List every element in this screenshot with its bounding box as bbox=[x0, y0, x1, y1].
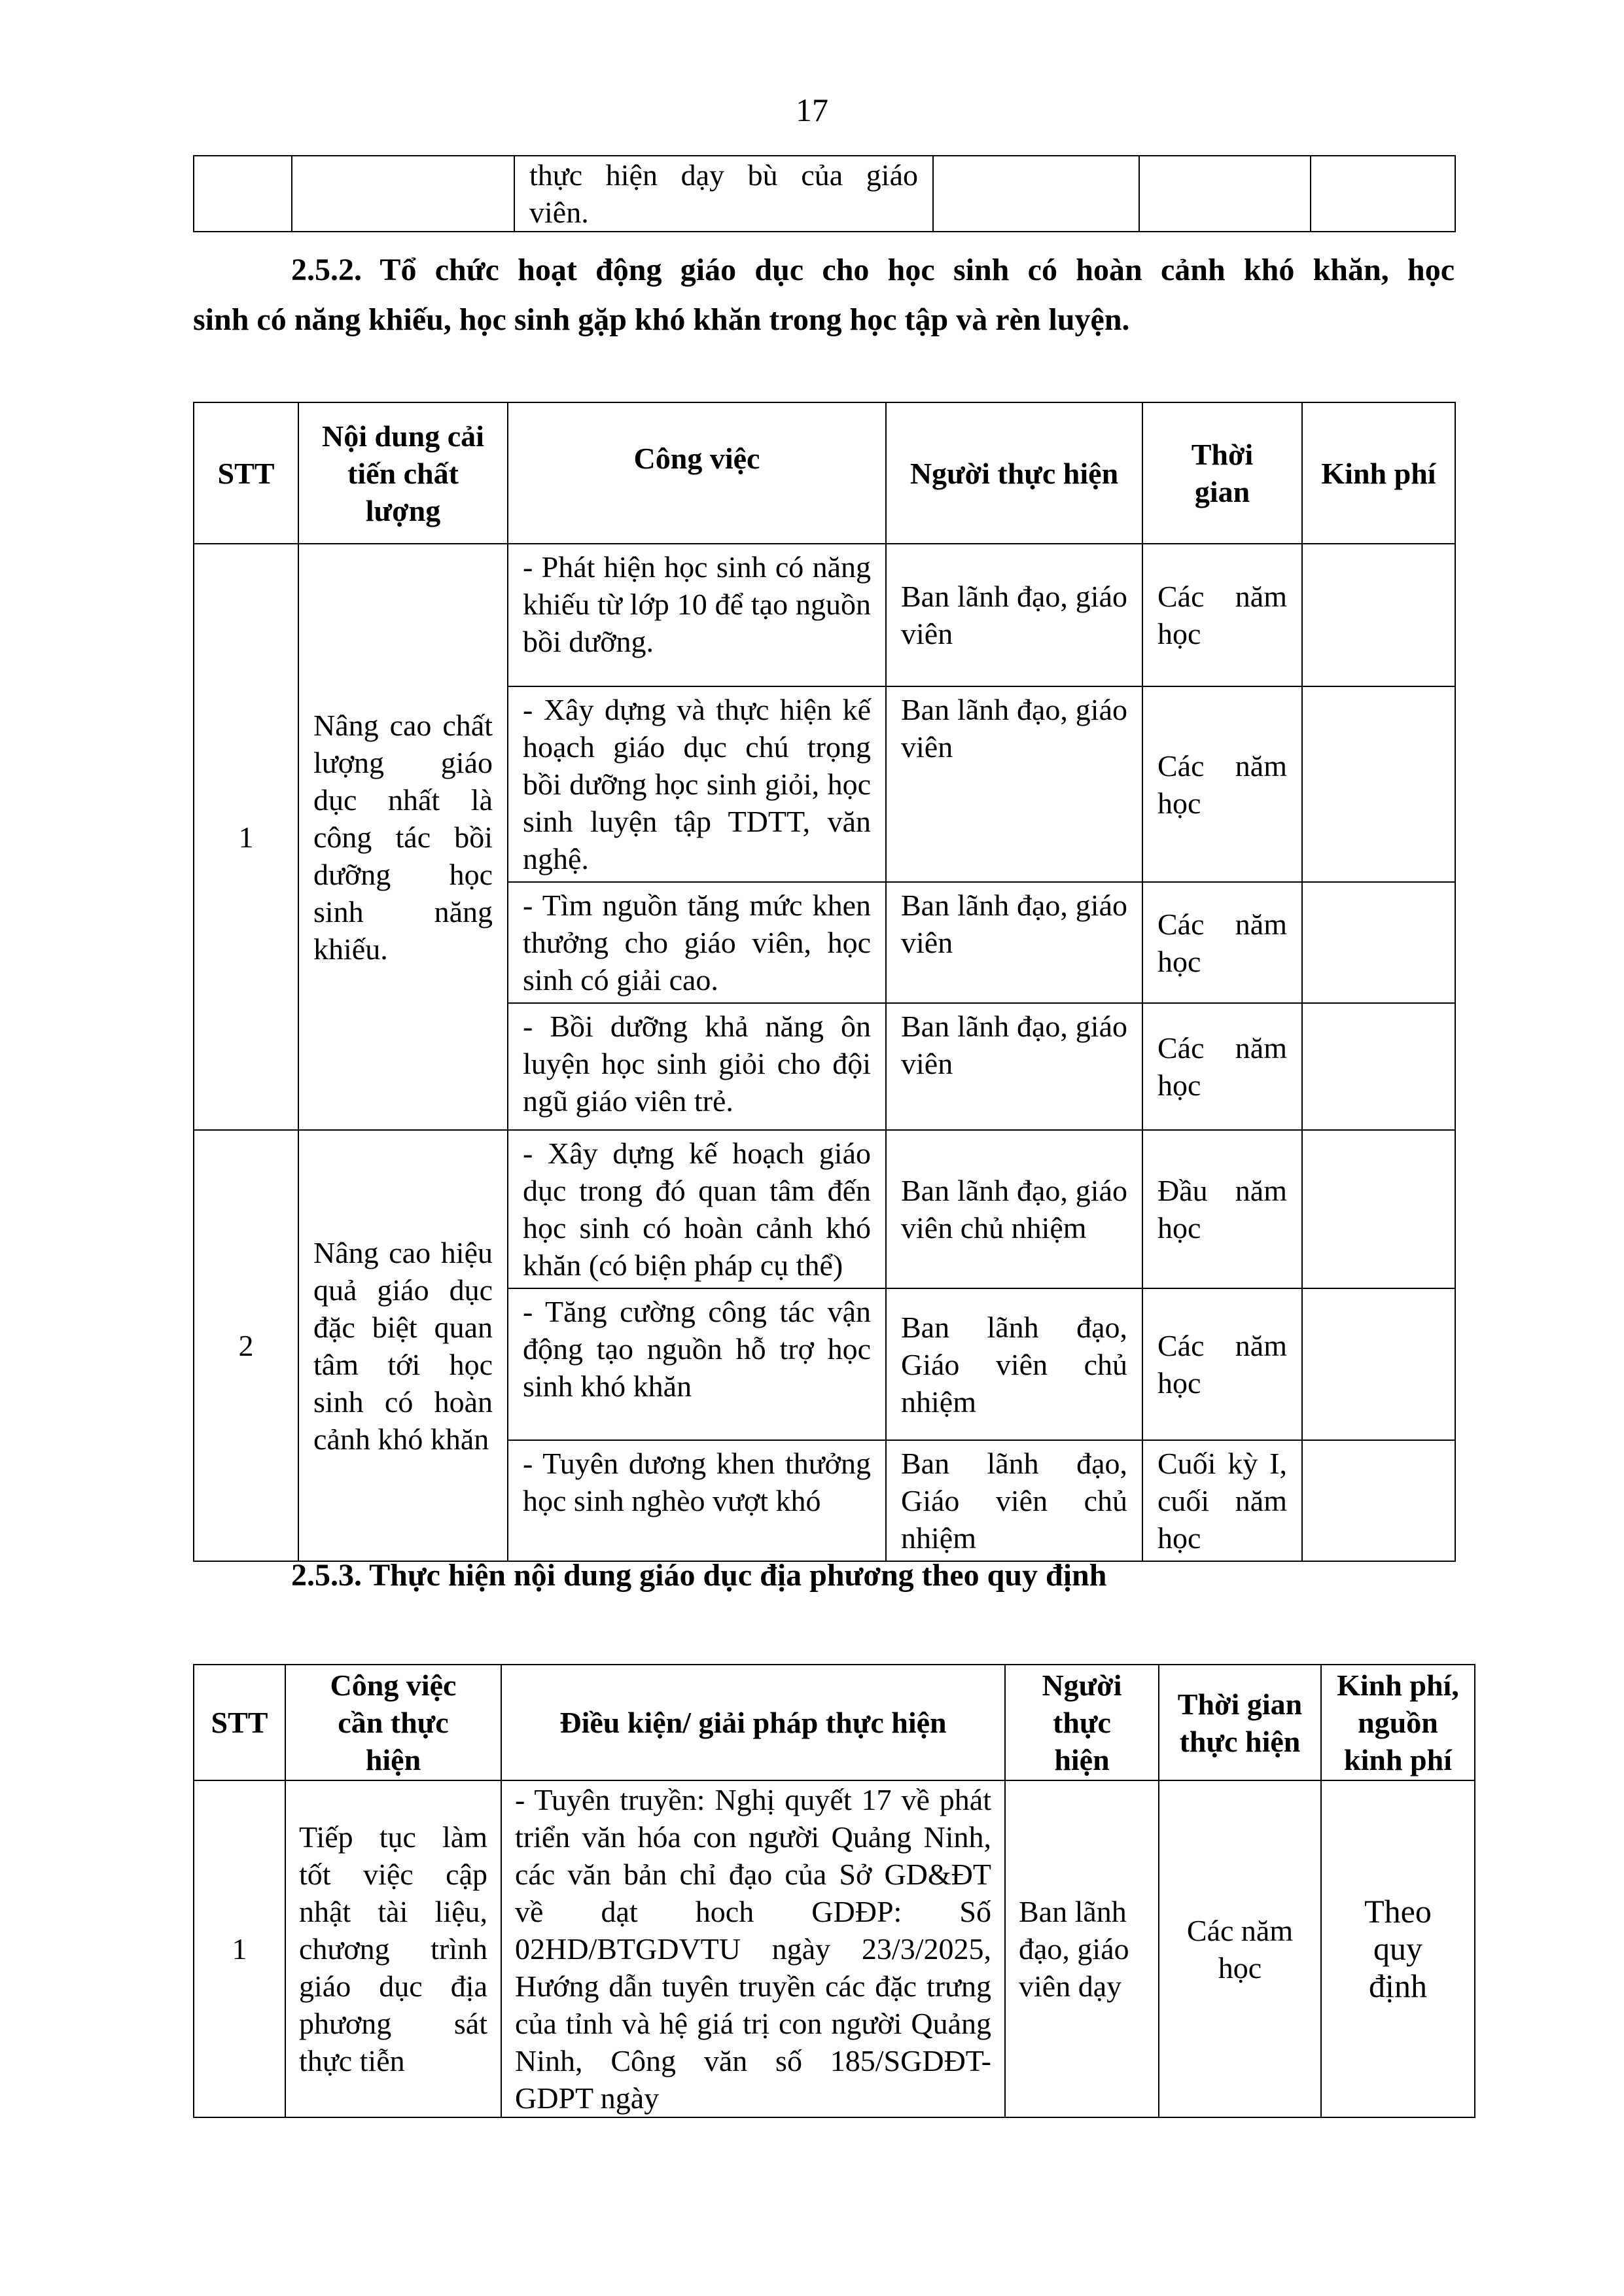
task-work: - Xây dựng kế hoạch giáo dục trong đó quan tâm đến học sinh có hoàn cảnh khó khăn (có biện pháp cụ thể) bbox=[508, 1130, 886, 1288]
table-header-row bbox=[194, 402, 1455, 544]
task-person: Ban lãnh đạo, giáo viên bbox=[886, 882, 1142, 1003]
task-work: - Tuyên dương khen thưởng học sinh nghèo vượt khó bbox=[508, 1440, 886, 1561]
table-cell bbox=[1311, 156, 1455, 232]
row-content: Nâng cao chất lượng giáo dục nhất là công tác bồi dưỡng học sinh năng khiếu. bbox=[298, 544, 508, 1130]
row-stt: 2 bbox=[194, 1130, 298, 1561]
task-person: Ban lãnh đạo, Giáo viên chủ nhiệm bbox=[886, 1440, 1142, 1561]
row-time: Các năm học bbox=[1159, 1780, 1321, 2117]
header-content: Nội dung cải tiến chất lượng bbox=[298, 402, 508, 544]
task-time: Các năm học bbox=[1142, 1003, 1302, 1130]
section-heading-2-5-2 bbox=[193, 245, 1455, 345]
task-person: Ban lãnh đạo, giáo viên chủ nhiệm bbox=[886, 1130, 1142, 1288]
task-cost bbox=[1302, 1288, 1455, 1440]
task-person: Ban lãnh đạo, Giáo viên chủ nhiệm bbox=[886, 1288, 1142, 1440]
page-number: 17 bbox=[796, 92, 828, 128]
task-time: Các năm học bbox=[1142, 1288, 1302, 1440]
task-work: - Bồi dưỡng khả năng ôn luyện học sinh giỏi cho đội ngũ giáo viên trẻ. bbox=[508, 1003, 886, 1130]
table-cell bbox=[1139, 156, 1311, 232]
section-heading-2-5-3 bbox=[291, 1551, 1455, 1600]
table-row bbox=[194, 1130, 1455, 1288]
table-2-5-2 bbox=[193, 402, 1456, 1562]
task-person: Ban lãnh đạo, giáo viên bbox=[886, 686, 1142, 882]
table-row bbox=[194, 1780, 1475, 2117]
task-cost bbox=[1302, 1440, 1455, 1561]
task-work: - Tìm nguồn tăng mức khen thưởng cho giáo viên, học sinh có giải cao. bbox=[508, 882, 886, 1003]
header-work: Công việc cần thực hiện bbox=[285, 1665, 501, 1780]
task-work: - Tăng cường công tác vận động tạo nguồn hỗ trợ học sinh khó khăn bbox=[508, 1288, 886, 1440]
row-person: Ban lãnh đạo, giáo viên dạy bbox=[1005, 1780, 1159, 2117]
task-time: Các năm học bbox=[1142, 882, 1302, 1003]
task-cost bbox=[1302, 544, 1455, 686]
header-time: Thời gian thực hiện bbox=[1159, 1665, 1321, 1780]
header-time: Thời gian bbox=[1142, 402, 1302, 544]
header-stt: STT bbox=[194, 402, 298, 544]
header-person: Người thực hiện bbox=[886, 402, 1142, 544]
table-cell bbox=[933, 156, 1139, 232]
row-work: Tiếp tục làm tốt việc cập nhật tài liệu, chương trình giáo dục địa phương sát thực tiễn bbox=[285, 1780, 501, 2117]
header-stt: STT bbox=[194, 1665, 285, 1780]
task-time: Cuối kỳ I, cuối năm học bbox=[1142, 1440, 1302, 1561]
table-cell bbox=[292, 156, 514, 232]
table-row bbox=[194, 544, 1455, 686]
table-row bbox=[194, 156, 1455, 232]
table-2-5-3 bbox=[193, 1664, 1475, 2118]
task-time: Các năm học bbox=[1142, 686, 1302, 882]
header-work: Công việc bbox=[508, 402, 886, 544]
task-person: Ban lãnh đạo, giáo viên bbox=[886, 544, 1142, 686]
row-stt: 1 bbox=[194, 544, 298, 1130]
header-person: Người thực hiện bbox=[1005, 1665, 1159, 1780]
header-cost: Kinh phí, nguồn kinh phí bbox=[1321, 1665, 1475, 1780]
task-person: Ban lãnh đạo, giáo viên bbox=[886, 1003, 1142, 1130]
table-cell bbox=[514, 156, 933, 232]
header-solution: Điều kiện/ giải pháp thực hiện bbox=[501, 1665, 1005, 1780]
table-cell bbox=[194, 156, 292, 232]
heading-line: 2.5.2. Tổ chức hoạt động giáo dục cho học sinh có hoàn cảnh khó khăn, học bbox=[291, 253, 1455, 287]
row-stt: 1 bbox=[194, 1780, 285, 2117]
continuation-table bbox=[193, 155, 1456, 232]
row-solution: - Tuyên truyền: Nghị quyết 17 về phát triển văn hóa con người Quảng Ninh, các văn bản chỉ đạo của Sở GD&ĐT về dạt hoch GDĐP: Số 02HD/BTGDVTU ngày 23/3/2025, Hướng dẫn tuyên truyền các đặc trưng của tỉnh và hệ giá trị con người Quảng Ninh, Công văn số 185/SGDĐT- GDPT ngày bbox=[501, 1780, 1005, 2117]
heading-line: sinh có năng khiếu, học sinh gặp khó khăn trong học tập và rèn luyện. bbox=[193, 302, 1130, 337]
task-cost bbox=[1302, 1130, 1455, 1288]
task-time: Các năm học bbox=[1142, 544, 1302, 686]
task-cost bbox=[1302, 882, 1455, 1003]
row-cost: Theo quy định bbox=[1321, 1780, 1475, 2117]
task-work: - Xây dựng và thực hiện kế hoạch giáo dục chú trọng bồi dưỡng học sinh giỏi, học sinh luyện tập TDTT, văn nghệ. bbox=[508, 686, 886, 882]
header-cost: Kinh phí bbox=[1302, 402, 1455, 544]
task-time: Đầu năm học bbox=[1142, 1130, 1302, 1288]
cell-text: thực hiện dạy bù của giáo bbox=[529, 158, 918, 192]
heading-line: 2.5.3. Thực hiện nội dung giáo dục địa phương theo quy định bbox=[291, 1558, 1107, 1593]
table-header-row bbox=[194, 1665, 1475, 1780]
cell-text: viên. bbox=[529, 196, 589, 229]
task-cost bbox=[1302, 686, 1455, 882]
row-content: Nâng cao hiệu quả giáo dục đặc biệt quan tâm tới học sinh có hoàn cảnh khó khăn bbox=[298, 1130, 508, 1561]
task-cost bbox=[1302, 1003, 1455, 1130]
task-work: - Phát hiện học sinh có năng khiếu từ lớp 10 để tạo nguồn bồi dưỡng. bbox=[508, 544, 886, 686]
